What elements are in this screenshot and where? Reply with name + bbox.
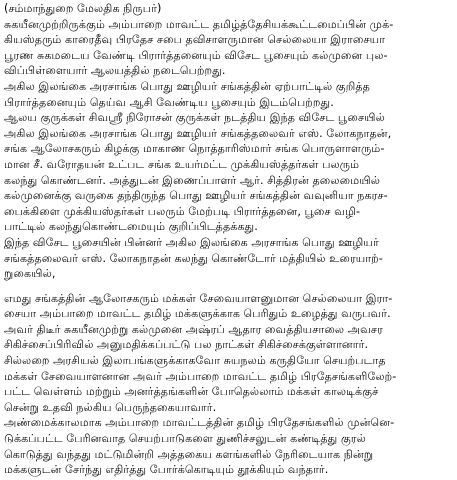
article-line: சங்க ஆலோசகரும் கிழக்கு மாகாண நொத்தாரிஸ்மார் சங்க பொருளாளரும்-	[4, 142, 385, 156]
article-line: சையா அம்பாறை மாவட்ட தமிழ் மக்களுக்காக பெரிதும் உழைத்து வருபவர்.	[4, 307, 391, 321]
article-line: பிரார்த்தனையும் தெய்வ ஆசி வேண்டிய பூசையும் இடம்பெற்றது.	[4, 95, 334, 109]
article-line: கலந்து கொண்டனர். அத்துடன் இணைப்பாளர் ஆர். சித்திரன் தலைமையில்	[4, 173, 380, 187]
article-line: பாட்டில் கலந்துகொண்டமையும் குறிப்பிடத்தக்கது.	[4, 220, 258, 234]
article-line: சங்கத்தலைவர் எஸ். லோகநாதன் கலந்து கொண்டோர் மத்தியில் உரையாற்-	[4, 251, 383, 265]
article-line: மக்களுடன் சேர்ந்து எதிர்த்து போர்க்கொடியும் தூக்கியும் வந்தார்.	[4, 463, 329, 477]
article-line: இந்த விசேட பூசையின் பின்னர் அகில இலங்கை அரசாங்க பொது ஊழியர்	[4, 235, 379, 249]
article-line: சென்று உதவி நல்கிய பெருந்தகையாவார்.	[4, 400, 217, 414]
article-line: விப்பிள்ளையார் ஆலயத்தில் நடைபெற்றது.	[4, 64, 226, 78]
article-line: ஆலய குருக்கள் சிவஸ்ரீ நிரோசன் குருக்கள் நடத்திய இந்த விசேட பூசையில்	[4, 111, 385, 125]
article-line: டுக்கப்பட்ட பேரினவாத செயற்பாடுகளை துணிச்சலுடன் கண்டித்து குரல்	[4, 432, 366, 446]
article-line: மான சீ. வரோதயன் உட்பட சங்க உயர்மட்ட முக்கியஸ்த்தர்கள் பலரும்	[4, 157, 360, 171]
article-line: கியஸ்தரும் காரைதீவு பிரதேச சபை தவிசாளருமான செல்லையா இராசையா	[4, 33, 386, 47]
article-line: மக்கள் சேவையாளனான அவர் அம்பாறை மாவட்ட தமிழ் பிரதேசங்களிலேற்-	[4, 369, 397, 383]
article-line: எமது சங்கத்தின் ஆலோசகரும் மக்கள் சேவையாளனுமான செல்லையா இரா-	[4, 291, 393, 305]
article-line: றுகையில்,	[4, 267, 56, 281]
byline: (சம்மாந்துறை மேலதிக நிருபர்)	[4, 2, 162, 15]
article-line: சில்லறை அரசியல் இலாபங்களுக்காகவோ சுயநலம் கருதியோ செயற்படாத	[4, 354, 386, 368]
article-line: அகில இலங்கை அரசாங்க பொது ஊழியர் சங்கத்தலைவர் எஸ். லோகநாதன்,	[4, 126, 392, 140]
paragraph-gap	[4, 282, 453, 291]
article-line: அகில இலங்கை அரசாங்க பொது ஊழியர் சங்கத்தின் ஏற்பாட்டில் குறித்த	[4, 79, 370, 93]
article-line: அவர் திடீர் சுகயீனமுற்று கல்முனை அஷ்ரப் ஆதார வைத்தியசாலை அவசர	[4, 322, 383, 336]
article-line: கொடுத்து வந்தது மட்டுமின்றி அத்தகைய களங்களில் நேரிடையாக நின்று	[4, 447, 374, 461]
article-line: பைக்கிளை முக்கியஸ்தர்கள் பலரும் மேற்படி பிரார்த்தனை, பூசை வழி-	[4, 204, 361, 218]
article-line: பட்ட வெள்ளம் மற்றும் அனர்த்தங்களின் போதெல்லாம் மக்கள் காலடிக்குச்	[4, 385, 379, 399]
article-line: அண்மைக்காலமாக அம்பாறை மாவட்டத்தின் தமிழ் பிரதேசங்களில் முன்னெ-	[4, 416, 395, 430]
article-line: சிகிச்சைப்பிரிவில் அனுமதிக்கப்பட்டு பல நாட்கள் சிகிச்சைக்குள்ளானார்.	[4, 338, 369, 352]
article-line: பூரண சுகமடைய வேண்டி பிரார்த்தனையும் விசேட பூசையும் கல்முனை புல-	[4, 48, 388, 62]
article-line: கல்முனைக்கு வருகை தந்திருந்த பொது ஊழியர் சங்கத்தின் வவுனியா நகரச-	[4, 189, 388, 203]
article-line: சுகயீனமுற்றிருக்கும் அம்பாறை மாவட்ட தமிழ்த்தேசியக்கூட்டமைப்பின் முக்-	[4, 17, 394, 31]
